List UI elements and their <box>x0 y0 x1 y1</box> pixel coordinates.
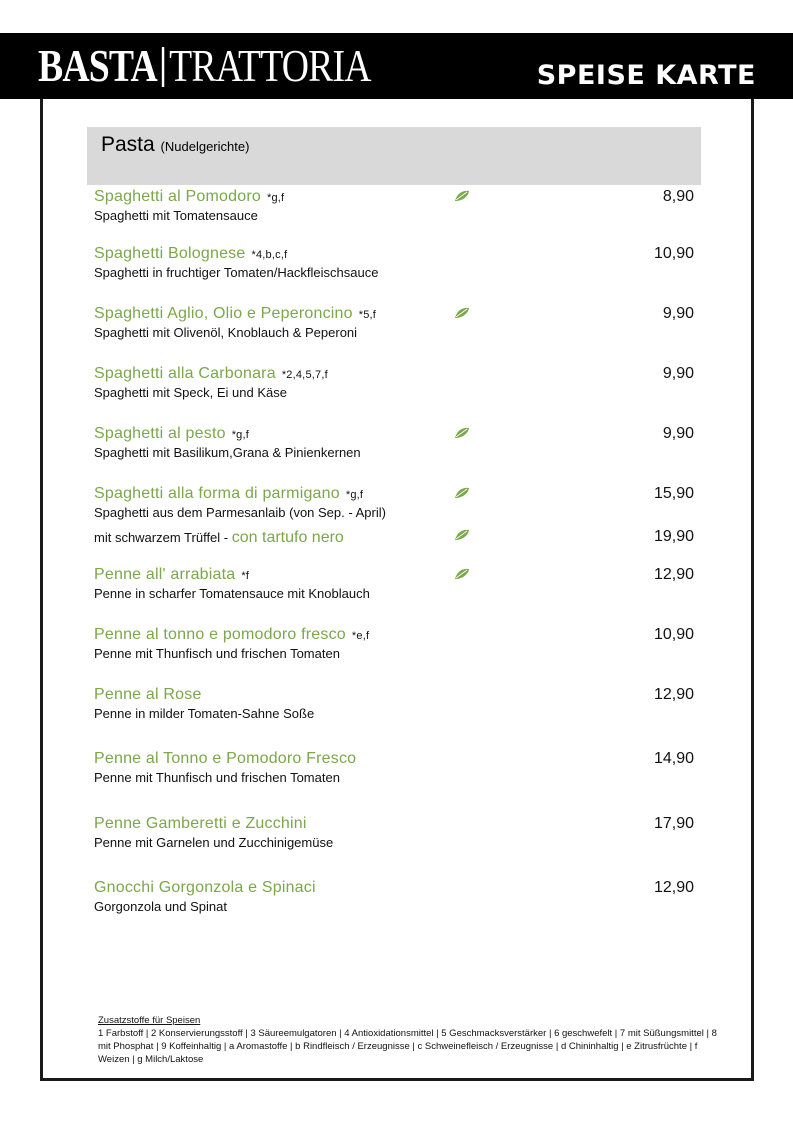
menu-item <box>94 245 696 289</box>
footnote <box>98 1014 728 1066</box>
header-bar <box>0 33 793 99</box>
item-additives: *5,f <box>358 309 377 321</box>
item-additives: *f <box>241 570 250 582</box>
item-description: Spaghetti mit Olivenöl, Knoblauch & Peperoni <box>94 325 358 340</box>
item-description: Penne mit Thunfisch und frischen Tomaten <box>94 646 340 661</box>
menu-item <box>94 425 696 469</box>
item-title: Spaghetti al pesto <box>94 425 226 442</box>
leaf-icon <box>454 190 470 202</box>
item-price: 10,90 <box>653 245 694 262</box>
item-title: Spaghetti alla Carbonara <box>94 365 276 382</box>
leaf-icon <box>454 529 470 541</box>
item-price: 10,90 <box>653 626 694 643</box>
footnote-text: 1 Farbstoff | 2 Konservierungsstoff | 3 Säureemulgatoren | 4 Antioxidationsmittel | 5 Geschmacksverstärker | 6 geschwefelt | 7 mit Süßungsmittel | 8 mit Phosphat | 9 Koffeinhaltig | a Aromastoffe | b Rindfleisch / Erzeugnisse | c Schweinefleisch / Erzeugnisse | d Chininhaltig | e Zitrusfrüchte | f Weizen | g Milch/Laktose <box>98 1028 717 1065</box>
menu-item <box>94 566 696 610</box>
menu-item <box>94 305 696 349</box>
item-price: 15,90 <box>653 485 694 502</box>
item-title: Spaghetti Aglio, Olio e Peperoncino <box>94 305 353 322</box>
item-additives: *g,f <box>345 489 364 501</box>
item-price: 12,90 <box>653 686 694 703</box>
logo-word-basta: BASTA <box>38 40 157 91</box>
section-title <box>101 133 249 157</box>
item-name <box>94 626 369 644</box>
leaf-icon <box>454 307 470 319</box>
menu-item <box>94 879 696 923</box>
item-additives: *4,b,c,f <box>251 249 288 261</box>
section-header <box>87 127 701 185</box>
item-price: 9,90 <box>662 425 694 442</box>
item-description: Gorgonzola und Spinat <box>94 899 227 914</box>
item-additives: *e,f <box>351 630 370 642</box>
item-name <box>94 245 287 263</box>
item-description: Spaghetti mit Tomatensauce <box>94 208 258 223</box>
logo-separator <box>162 47 164 87</box>
item-price: 12,90 <box>653 566 694 583</box>
menu-item <box>94 485 696 529</box>
item-name <box>94 485 363 503</box>
menu-item-extra <box>94 526 696 548</box>
menu-item <box>94 188 696 232</box>
menu-item <box>94 626 696 670</box>
item-name <box>94 750 362 768</box>
item-additives: *2,4,5,7,f <box>281 369 328 381</box>
item-description: Spaghetti mit Speck, Ei und Käse <box>94 385 287 400</box>
leaf-icon <box>454 568 470 580</box>
item-description: Penne in scharfer Tomatensauce mit Knoblauch <box>94 586 370 601</box>
item-name <box>94 425 249 443</box>
item-price: 9,90 <box>662 305 694 322</box>
item-title: Gnocchi Gorgonzola e Spinaci <box>94 879 316 896</box>
menu-item <box>94 686 696 730</box>
item-title: Spaghetti alla forma di parmigano <box>94 485 340 502</box>
item-description: Penne mit Thunfisch und frischen Tomaten <box>94 770 340 785</box>
section-subtitle: (Nudelgerichte) <box>160 139 250 154</box>
item-description: Spaghetti in fruchtiger Tomaten/Hackfleischsauce <box>94 265 379 280</box>
item-name <box>94 566 249 584</box>
item-price: 9,90 <box>662 365 694 382</box>
item-description: Spaghetti aus dem Parmesanlaib (von Sep. - April) <box>94 505 386 520</box>
item-name <box>94 686 208 704</box>
item-additives: *g,f <box>266 192 285 204</box>
leaf-icon <box>454 427 470 439</box>
extra-price: 19,90 <box>653 528 694 545</box>
extra-text <box>94 529 344 547</box>
item-title: Penne al tonno e pomodoro fresco <box>94 626 346 643</box>
page-title: SPEISE KARTE <box>536 60 756 91</box>
item-name <box>94 365 328 383</box>
item-additives: *g,f <box>231 429 250 441</box>
item-description: Spaghetti mit Basilikum,Grana & Pinienkernen <box>94 445 361 460</box>
item-description: Penne mit Garnelen und Zucchinigemüse <box>94 835 334 850</box>
item-name <box>94 879 322 897</box>
item-name <box>94 815 313 833</box>
item-title: Penne al Rose <box>94 686 202 703</box>
extra-description: mit schwarzem Trüffel - <box>94 530 229 545</box>
item-price: 12,90 <box>653 879 694 896</box>
menu-item <box>94 365 696 409</box>
logo-word-trattoria: TRATTORIA <box>169 40 371 91</box>
footnote-title: Zusatzstoffe für Speisen <box>98 1015 201 1026</box>
section-title-text: Pasta <box>101 133 155 156</box>
item-title: Penne Gamberetti e Zucchini <box>94 815 307 832</box>
menu-item <box>94 750 696 794</box>
item-price: 8,90 <box>662 188 694 205</box>
menu-item <box>94 815 696 859</box>
item-title: Penne all' arrabiata <box>94 566 236 583</box>
item-name <box>94 305 376 323</box>
item-title: Penne al Tonno e Pomodoro Fresco <box>94 750 357 767</box>
leaf-icon <box>454 487 470 499</box>
item-title: Spaghetti al Pomodoro <box>94 188 261 205</box>
item-price: 14,90 <box>653 750 694 767</box>
extra-name: con tartufo nero <box>231 529 344 546</box>
item-price: 17,90 <box>653 815 694 832</box>
item-title: Spaghetti Bolognese <box>94 245 246 262</box>
item-description: Penne in milder Tomaten-Sahne Soße <box>94 706 315 721</box>
item-name <box>94 188 284 206</box>
logo <box>38 40 371 92</box>
